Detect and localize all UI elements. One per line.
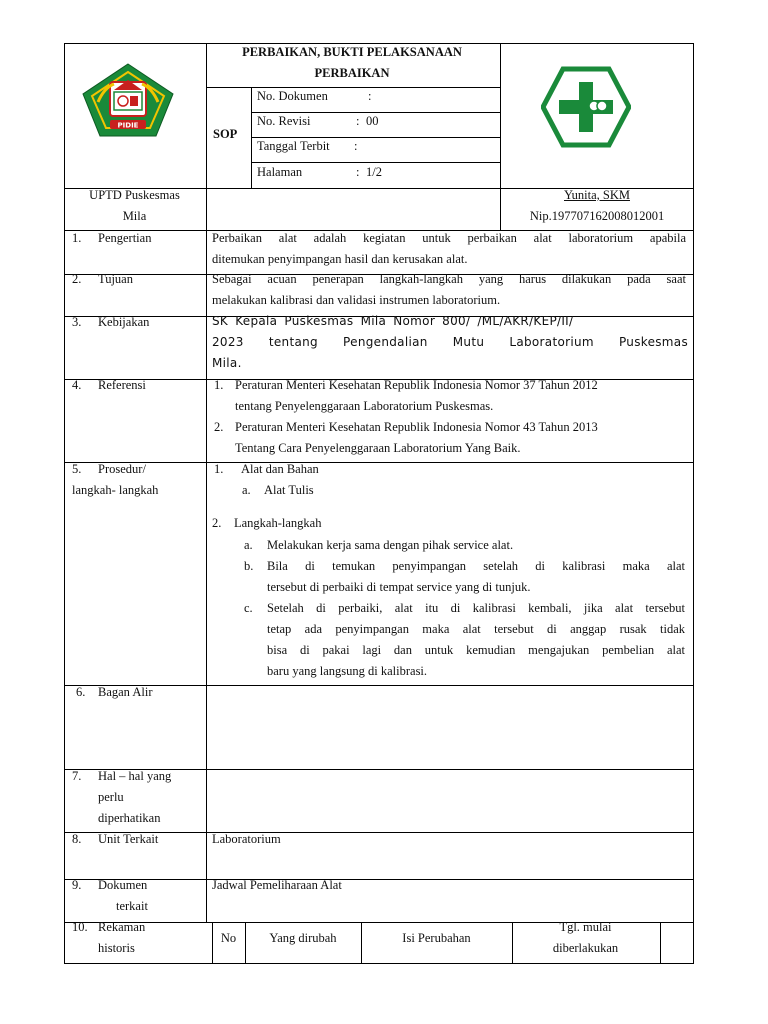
list-num: a. xyxy=(242,483,251,497)
doc-title-line2: PERBAIKAN xyxy=(314,66,390,80)
section-num: 3. xyxy=(72,315,82,329)
list-num: b. xyxy=(244,559,254,573)
section-label: Referensi xyxy=(98,378,146,392)
signer-name: Yunita, SKM xyxy=(564,188,630,202)
section-text: Mila. xyxy=(212,356,242,370)
section-num: 2. xyxy=(72,272,82,286)
section-label: historis xyxy=(98,941,135,955)
table-header-cell: Yang dirubah xyxy=(269,931,337,945)
section-num: 7. xyxy=(72,769,82,783)
section-num: 8. xyxy=(72,832,82,846)
section-text: Sebagai acuan penerapan langkah-langkah yang harus dilakukan pada saat xyxy=(212,272,686,286)
signer-nip: Nip.19770716200801200​1 xyxy=(529,209,665,223)
field-label: No. Revisi xyxy=(257,114,311,128)
list-item: baru yang langsung di kalibrasi. xyxy=(267,664,428,678)
table-header-cell: No xyxy=(220,931,237,945)
section-label: Unit Terkait xyxy=(98,832,159,846)
list-item: Setelah di perbaiki, alat itu di kalibrasi kembali, jika alat tersebut xyxy=(267,601,685,615)
list-item: Alat dan Bahan xyxy=(241,462,319,476)
signer xyxy=(500,185,694,227)
doc-title xyxy=(206,42,498,84)
divider xyxy=(206,44,207,922)
section-num: 10. xyxy=(72,920,88,934)
list-num: 2. xyxy=(214,420,224,434)
list-item: tetap ada penyimpangan maka alat tersebut di anggap rusak tidak xyxy=(267,622,685,636)
org-name-line2: Mila xyxy=(122,209,147,223)
list-num: a. xyxy=(244,538,253,552)
list-item: Melakukan kerja sama dengan pihak service alat. xyxy=(267,538,514,552)
section-num: 9. xyxy=(72,878,82,892)
section-text: ditemukan penyimpangan hasil dan kerusakan alat. xyxy=(212,252,468,266)
table-header-line: Tgl. mulai xyxy=(559,920,612,934)
section-label: Hal – hal yang xyxy=(98,769,172,783)
section-label: langkah- langkah xyxy=(72,483,159,497)
field-sep: : xyxy=(368,89,372,103)
table-header-cell: Isi Perubahan xyxy=(402,931,471,945)
list-item: Alat Tulis xyxy=(264,483,314,497)
section-num: 6. xyxy=(76,685,86,699)
section-text: 2023 tentang Pengendalian Mutu Laboratorium Puskesmas xyxy=(212,335,688,349)
section-text: Laboratorium xyxy=(212,832,281,846)
divider xyxy=(65,832,693,833)
logo-text: PIDIE xyxy=(117,121,139,130)
list-item: Langkah-langkah xyxy=(234,516,322,530)
list-item: tersebut di perbaiki di tempat service yang di tunjuk. xyxy=(267,580,531,594)
list-item: Bila di temukan penyimpangan setelah di kalibrasi maka alat xyxy=(267,559,685,573)
list-num: 1. xyxy=(214,462,224,476)
list-item: Peraturan Menteri Kesehatan Republik Indonesia Nomor 43 Tahun 2013 xyxy=(235,420,598,434)
section-label: Prosedur/ xyxy=(98,462,146,476)
section-num: 4. xyxy=(72,378,82,392)
section-label: Kebijakan xyxy=(98,315,150,329)
list-num: c. xyxy=(244,601,253,615)
divider xyxy=(660,922,661,964)
puskesmas-logo-icon xyxy=(541,66,631,148)
field-sep: : xyxy=(356,114,360,128)
section-label: Tujuan xyxy=(98,272,133,286)
field-label: No. Dokumen xyxy=(257,89,328,103)
divider xyxy=(65,462,693,463)
field-label: Tanggal Terbit xyxy=(257,139,330,153)
list-num: 1. xyxy=(214,378,224,392)
list-item: bisa di pakai lagi dan untuk kemudian mengajukan pembelian alat xyxy=(267,643,685,657)
org-name xyxy=(64,185,205,227)
section-num: 1. xyxy=(72,231,82,245)
field-value: 1/2 xyxy=(366,165,382,179)
section-text: SK Kepala Puskesmas Mila Nomor 800/ /ML/AKR/KEP/II/ xyxy=(212,314,574,328)
list-item: Tentang Cara Penyelenggaraan Laboratorium Yang Baik. xyxy=(235,441,521,455)
section-label: Dokumen xyxy=(98,878,148,892)
divider xyxy=(206,87,500,88)
section-label: Bagan Alir xyxy=(98,685,153,699)
section-label: terkait xyxy=(116,899,148,913)
list-item: tentang Penyelenggaraan Laboratorium Puskesmas. xyxy=(235,399,494,413)
field-label: Halaman xyxy=(257,165,303,179)
org-name-line1: UPTD Puskesmas xyxy=(89,188,180,202)
doc-title-line1: PERBAIKAN, BUKTI PELAKSANAAN xyxy=(242,45,462,59)
section-label: perlu xyxy=(98,790,124,804)
field-value: 00 xyxy=(366,114,379,128)
sop-label: SOP xyxy=(213,127,238,141)
table-header-line: diberlakukan xyxy=(552,941,619,955)
section-label: diperhatikan xyxy=(98,811,161,825)
section-label: Rekaman xyxy=(98,920,146,934)
pidie-logo-icon xyxy=(80,62,176,138)
table-header-cell xyxy=(512,917,659,959)
list-num: 2. xyxy=(212,516,222,530)
section-label: Pengertian xyxy=(98,231,152,245)
divider xyxy=(65,879,693,880)
section-num: 5. xyxy=(72,462,82,476)
field-sep: : xyxy=(356,165,360,179)
field-sep: : xyxy=(354,139,358,153)
section-text: melakukan kalibrasi dan validasi instrumen laboratorium. xyxy=(212,293,501,307)
section-text: Perbaikan alat adalah kegiatan untuk perbaikan alat laboratorium apabila xyxy=(212,231,686,245)
divider xyxy=(65,685,693,686)
list-item: Peraturan Menteri Kesehatan Republik Indonesia Nomor 37 Tahun 2012 xyxy=(235,378,598,392)
section-text: Jadwal Pemeliharaan Alat xyxy=(212,878,342,892)
